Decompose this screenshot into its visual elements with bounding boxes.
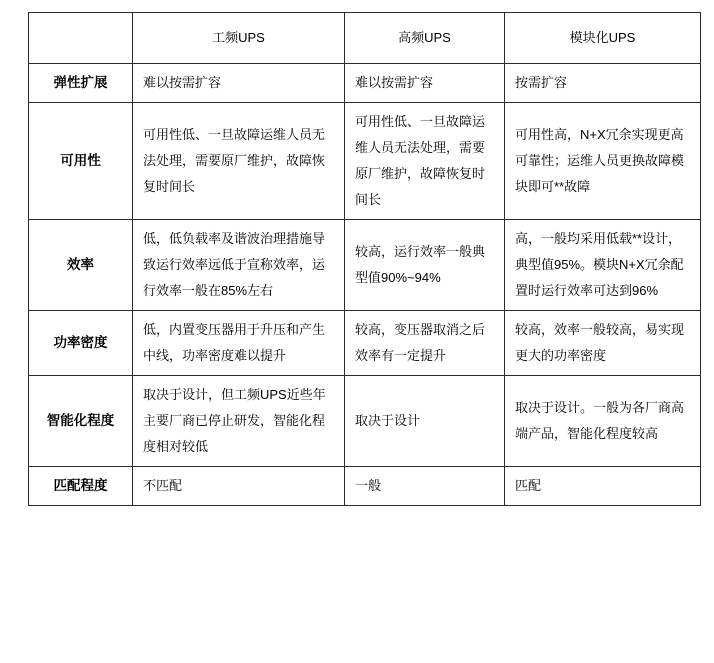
table-cell: 取决于设计，但工频UPS近些年主要厂商已停止研发，智能化程度相对较低	[133, 376, 345, 467]
table-cell: 取决于设计。一般为各厂商高端产品，智能化程度较高	[505, 376, 701, 467]
row-label-elastic-expansion: 弹性扩展	[29, 64, 133, 103]
table-cell: 难以按需扩容	[345, 64, 505, 103]
table-header-cell-high-frequency-ups: 高频UPS	[345, 13, 505, 64]
table-cell: 取决于设计	[345, 376, 505, 467]
table-cell: 可用性低、一旦故障运维人员无法处理，需要原厂维护，故障恢复时间长	[133, 103, 345, 220]
table-header-row	[29, 13, 701, 64]
table-header-cell-industrial-frequency-ups: 工频UPS	[133, 13, 345, 64]
row-label-efficiency: 效率	[29, 220, 133, 311]
table-cell: 不匹配	[133, 467, 345, 506]
table-cell: 难以按需扩容	[133, 64, 345, 103]
table-cell: 可用性低、一旦故障运维人员无法处理，需要原厂维护，故障恢复时间长	[345, 103, 505, 220]
table-cell: 可用性高，N+X冗余实现更高可靠性；运维人员更换故障模块即可**故障	[505, 103, 701, 220]
ups-comparison-table	[28, 12, 701, 506]
table-cell: 按需扩容	[505, 64, 701, 103]
table-row	[29, 220, 701, 311]
table-row	[29, 467, 701, 506]
table-cell: 低，低负载率及谐波治理措施导致运行效率远低于宣称效率，运行效率一般在85%左右	[133, 220, 345, 311]
table-row	[29, 103, 701, 220]
table-cell: 低，内置变压器用于升压和产生中线，功率密度难以提升	[133, 311, 345, 376]
table-row	[29, 64, 701, 103]
table-body	[29, 64, 701, 506]
table-row	[29, 376, 701, 467]
row-label-intelligence-level: 智能化程度	[29, 376, 133, 467]
table-cell: 较高，效率一般较高，易实现更大的功率密度	[505, 311, 701, 376]
table-row	[29, 311, 701, 376]
row-label-power-density: 功率密度	[29, 311, 133, 376]
table-cell: 高，一般均采用低载**设计，典型值95%。模块N+X冗余配置时运行效率可达到96%	[505, 220, 701, 311]
row-label-matching-degree: 匹配程度	[29, 467, 133, 506]
table-cell: 一般	[345, 467, 505, 506]
table-cell: 较高，运行效率一般典型值90%~94%	[345, 220, 505, 311]
table-header	[29, 13, 701, 64]
table-header-cell-modular-ups: 模块化UPS	[505, 13, 701, 64]
row-label-availability: 可用性	[29, 103, 133, 220]
table-cell: 较高，变压器取消之后效率有一定提升	[345, 311, 505, 376]
table-header-cell-blank	[29, 13, 133, 64]
table-cell: 匹配	[505, 467, 701, 506]
